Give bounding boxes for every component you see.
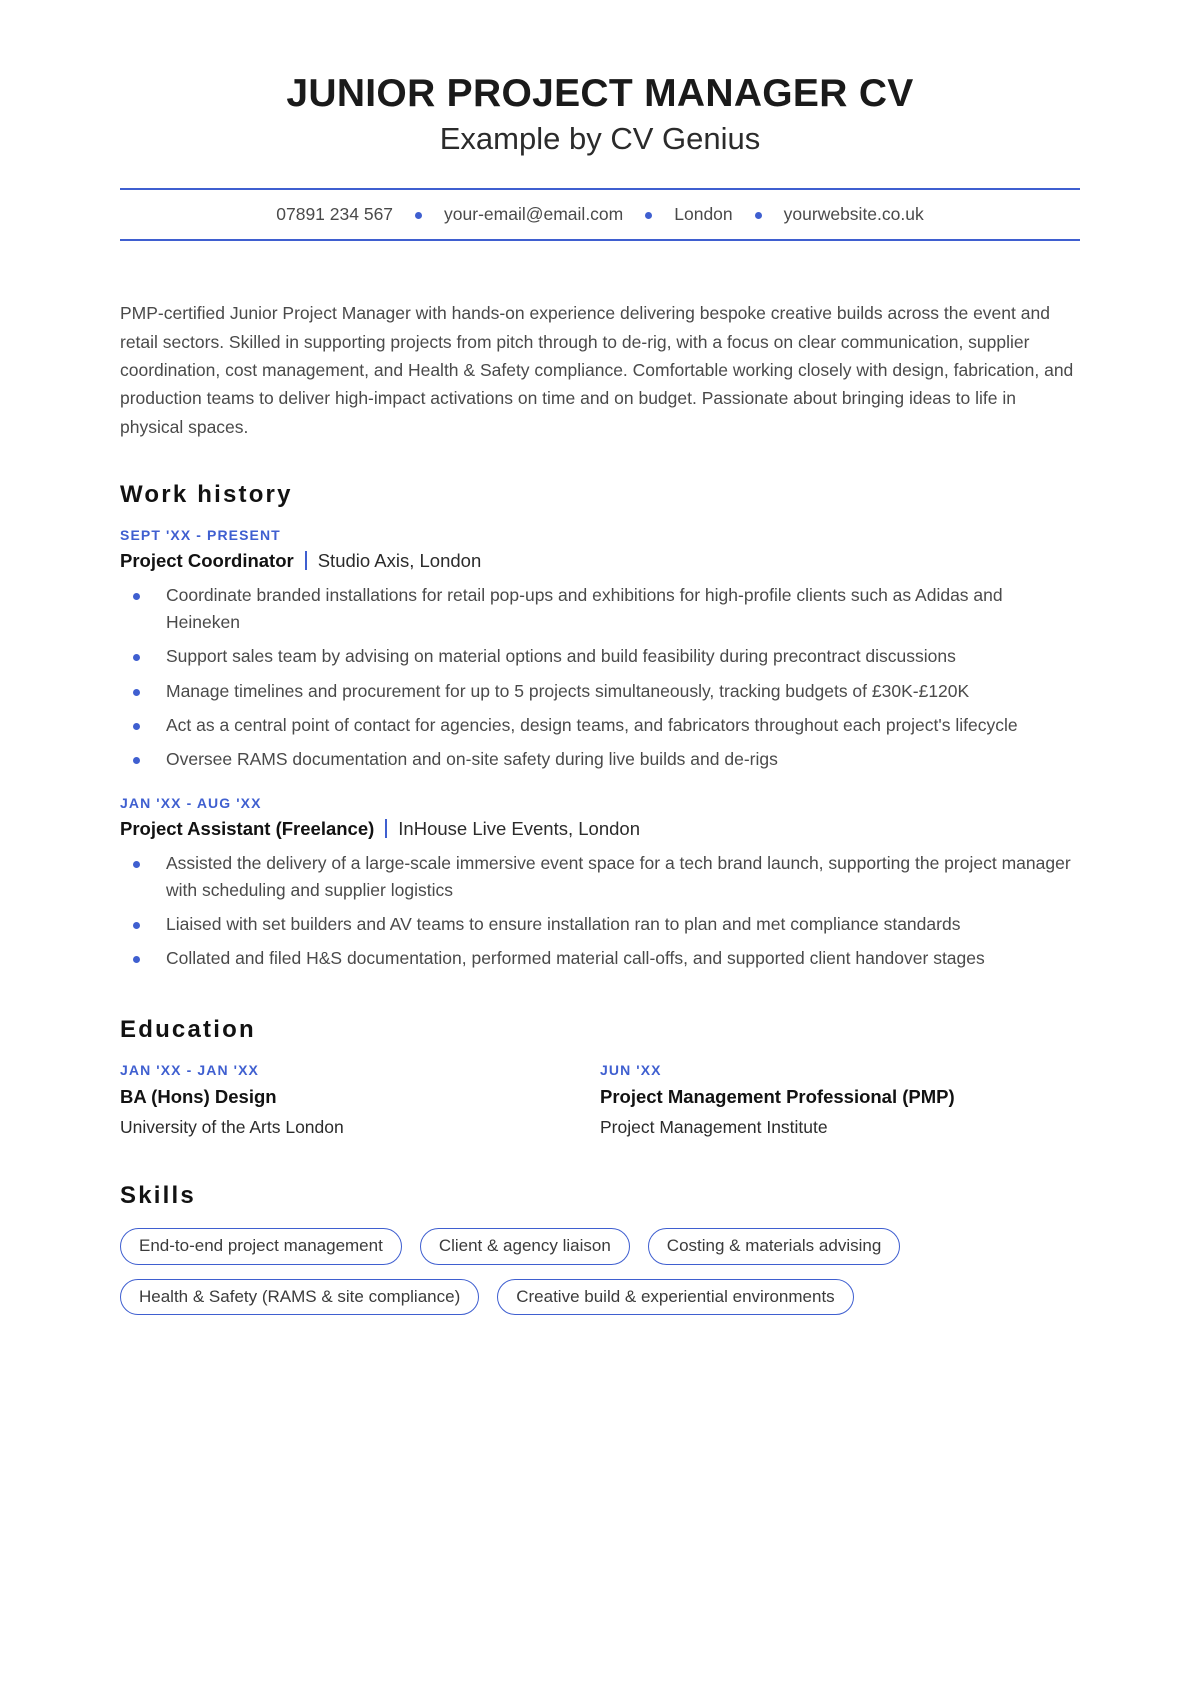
education-degree: Project Management Professional (PMP): [600, 1086, 955, 1108]
list-item: Manage timelines and procurement for up to 5 projects simultaneously, tracking budgets of £30K-£120K: [120, 678, 1080, 705]
job-bullets: [120, 850, 1080, 973]
list-item: Coordinate branded installations for retail pop-ups and exhibitions for high-profile clients such as Adidas and Heineken: [120, 582, 1080, 636]
skill-pill: Health & Safety (RAMS & site compliance): [120, 1279, 479, 1315]
job-headline: [120, 816, 1080, 840]
skills-section: [120, 1182, 1080, 1315]
work-history-section: [120, 481, 1080, 972]
job-title: Project Assistant (Freelance): [120, 817, 375, 839]
contact-website[interactable]: yourwebsite.co.uk: [783, 204, 924, 225]
skill-pill: End-to-end project management: [120, 1228, 402, 1264]
job-title: Project Coordinator: [120, 550, 294, 572]
contact-phone[interactable]: 07891 234 567: [276, 204, 394, 225]
education-entry: [600, 1062, 1080, 1138]
skill-pill: Creative build & experiential environments: [497, 1279, 853, 1315]
job-dates: SEPT 'XX - PRESENT: [120, 527, 281, 544]
skill-pill: Client & agency liaison: [420, 1228, 630, 1264]
cv-sheet: [120, 0, 1080, 1315]
education-grid: [120, 1062, 1080, 1138]
contact-location: London: [674, 204, 733, 225]
dot-separator-icon: [755, 212, 762, 219]
list-item: Collated and filed H&S documentation, performed material call-offs, and supported client handover stages: [120, 945, 1080, 972]
pipe-separator-icon: [305, 551, 307, 570]
list-item: Assisted the delivery of a large-scale immersive event space for a tech brand launch, supporting the project manager with scheduling and supplier logistics: [120, 850, 1080, 904]
section-heading-education: Education: [120, 1016, 256, 1044]
page-subtitle: Example by CV Genius: [439, 120, 761, 156]
job-entry: [120, 795, 1080, 973]
dot-separator-icon: [415, 212, 422, 219]
education-entry: [120, 1062, 600, 1138]
education-school: Project Management Institute: [600, 1117, 828, 1138]
job-company: Studio Axis, London: [317, 550, 482, 572]
education-degree: BA (Hons) Design: [120, 1086, 277, 1108]
dot-separator-icon: [645, 212, 652, 219]
job-dates: JAN 'XX - AUG 'XX: [120, 794, 262, 811]
job-headline: [120, 548, 1080, 572]
list-item: Act as a central point of contact for agencies, design teams, and fabricators throughout each project's lifecycle: [120, 712, 1080, 739]
education-dates: JAN 'XX - JAN 'XX: [120, 1062, 259, 1079]
education-section: [120, 1016, 1080, 1138]
list-item: Support sales team by advising on material options and build feasibility during precontract discussions: [120, 643, 1080, 670]
contact-email[interactable]: your-email@email.com: [444, 204, 624, 225]
section-heading-work-history: Work history: [120, 481, 293, 509]
job-bullets: [120, 582, 1080, 773]
job-company: InHouse Live Events, London: [398, 817, 640, 839]
contact-row: [120, 190, 1080, 239]
skills-list: [120, 1228, 950, 1315]
education-dates: JUN 'XX: [600, 1062, 662, 1079]
section-heading-skills: Skills: [120, 1182, 196, 1210]
pipe-separator-icon: [385, 819, 387, 838]
education-school: University of the Arts London: [120, 1117, 344, 1138]
header-rule-bottom: [120, 239, 1080, 241]
list-item: Oversee RAMS documentation and on-site safety during live builds and de-rigs: [120, 746, 1080, 773]
skill-pill: Costing & materials advising: [648, 1228, 900, 1264]
professional-summary: PMP-certified Junior Project Manager with hands-on experience delivering bespoke creative builds across the event and retail sectors. Skilled in supporting projects from pitch through to de-rig, with a focus on clear communication, supplier coordination, cost management, and Health & Safety compliance. Comfortable working closely with design, fabrication, and production teams to deliver high-impact activations on time and on budget. Passionate about bringing ideas to life in physical spaces.: [120, 303, 1074, 437]
page-title: JUNIOR PROJECT MANAGER CV: [286, 72, 914, 115]
list-item: Liaised with set builders and AV teams to ensure installation ran to plan and met compliance standards: [120, 911, 1080, 938]
cv-header: [120, 72, 1080, 241]
job-entry: [120, 527, 1080, 773]
